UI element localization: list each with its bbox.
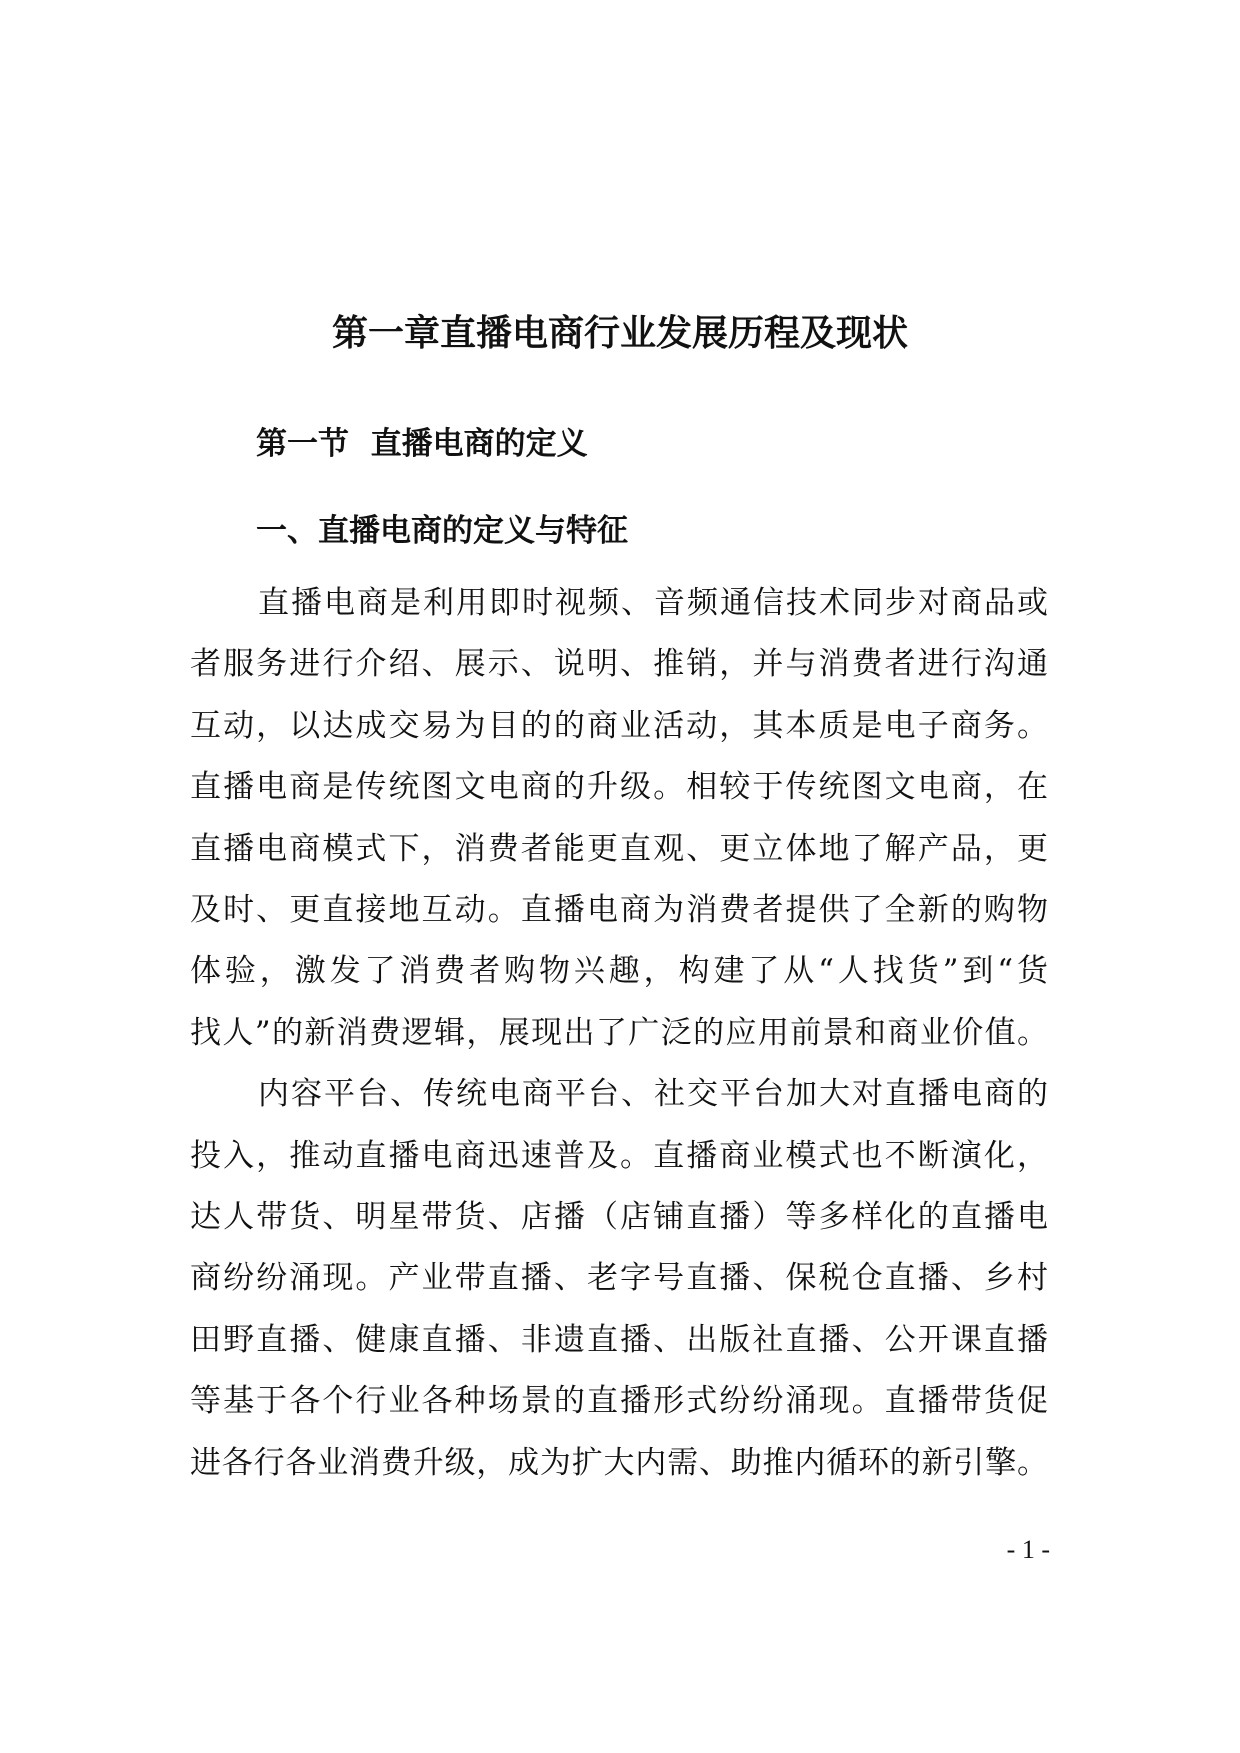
paragraph-line: 体验，激发了消费者购物兴趣，构建了从“人找货”到“货 [190,953,1048,989]
paragraph-line: 找人”的新消费逻辑，展现出了广泛的应用前景和商业价值。 [190,1015,1048,1051]
paragraph-line: 投入，推动直播电商迅速普及。直播商业模式也不断演化， [190,1138,1048,1174]
paragraph-line: 直播电商是利用即时视频、音频通信技术同步对商品或 [258,585,1048,621]
paragraph-line: 直播电商模式下，消费者能更直观、更立体地了解产品，更 [190,831,1048,867]
page-number: - 1 - [1006,1535,1050,1564]
section-title: 第一节 直播电商的定义 [256,426,588,462]
paragraph-line: 等基于各个行业各种场景的直播形式纷纷涌现。直播带货促 [190,1383,1048,1419]
paragraph-line: 进各行各业消费升级，成为扩大内需、助推内循环的新引擎。 [190,1445,1048,1481]
paragraph-line: 及时、更直接地互动。直播电商为消费者提供了全新的购物 [190,892,1048,928]
subsection-title: 一、直播电商的定义与特征 [256,513,628,549]
paragraph-line: 达人带货、明星带货、店播（店铺直播）等多样化的直播电 [190,1199,1048,1235]
paragraph-line: 田野直播、健康直播、非遗直播、出版社直播、公开课直播 [190,1322,1048,1358]
paragraph-line: 者服务进行介绍、展示、说明、推销，并与消费者进行沟通 [190,646,1048,682]
chapter-title: 第一章直播电商行业发展历程及现状 [331,313,908,354]
paragraph-line: 互动，以达成交易为目的的商业活动，其本质是电子商务。 [190,708,1048,744]
paragraph-line: 商纷纷涌现。产业带直播、老字号直播、保税仓直播、乡村 [190,1260,1048,1296]
paragraph-line: 内容平台、传统电商平台、社交平台加大对直播电商的 [258,1076,1048,1112]
paragraph-line: 直播电商是传统图文电商的升级。相较于传统图文电商，在 [190,769,1048,805]
